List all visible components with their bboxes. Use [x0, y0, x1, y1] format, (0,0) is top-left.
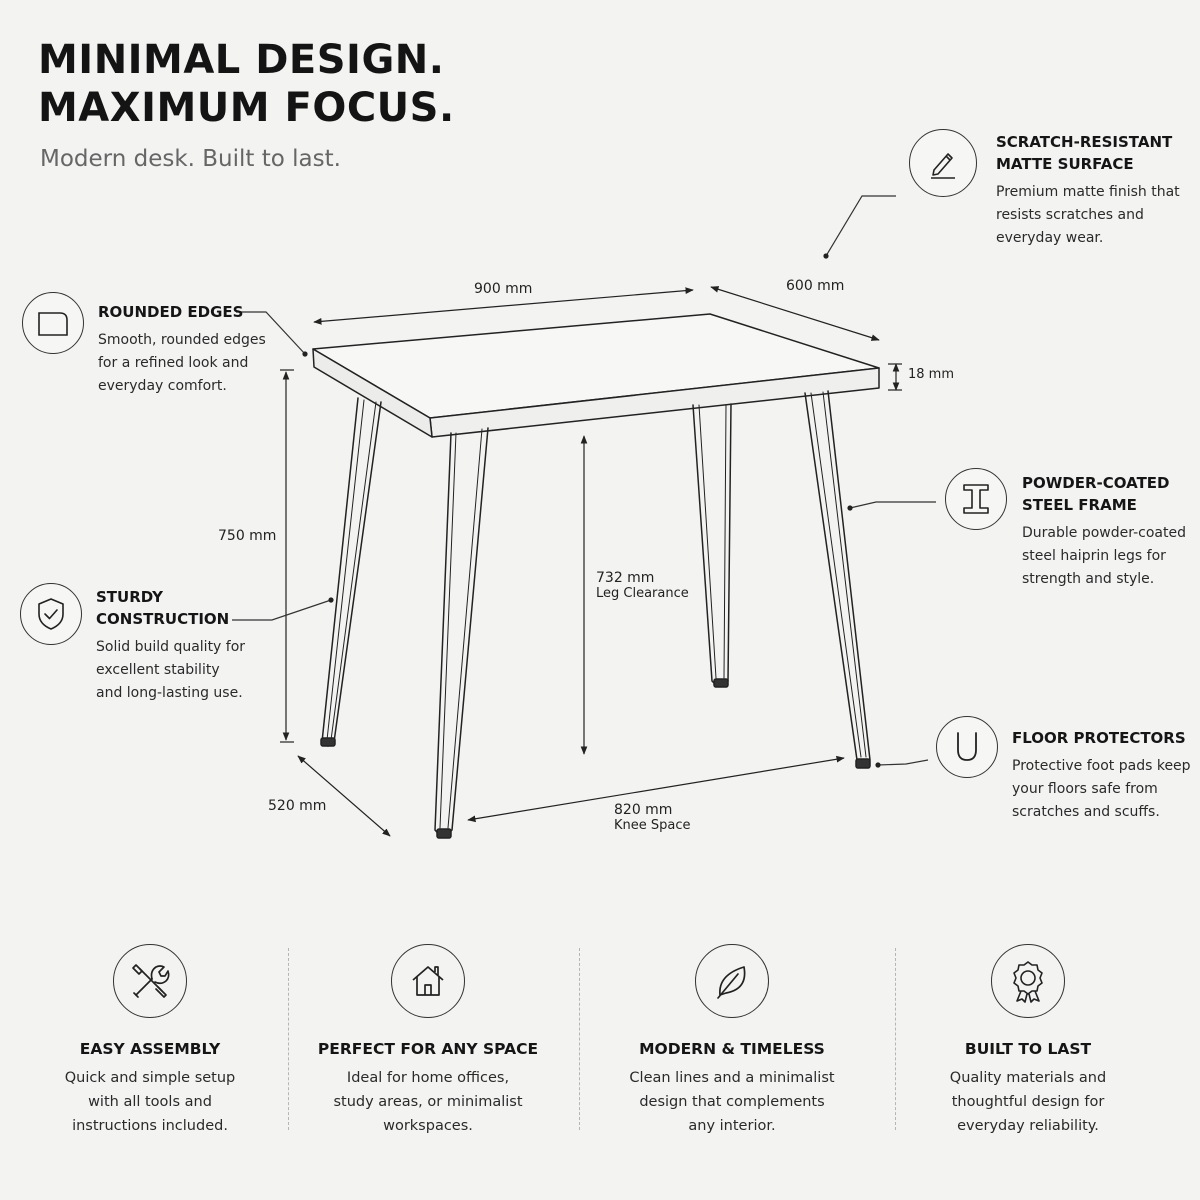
callout-rounded-title	[98, 301, 278, 323]
callout-scratch-desc-1: Premium matte finish that	[996, 184, 1180, 200]
feature-easy-assembly-desc-3: instructions included.	[72, 1118, 228, 1134]
callout-scratch-desc	[996, 181, 1196, 250]
callout-sturdy-title	[96, 586, 286, 630]
dim-knee-space-value: 820 mm	[614, 802, 673, 818]
callout-floor-desc-1: Protective foot pads keep	[1012, 758, 1191, 774]
callout-floor-title-1: FLOOR PROTECTORS	[1012, 729, 1186, 747]
callout-scratch-desc-3: everyday wear.	[996, 230, 1104, 246]
feature-modern-timeless-desc-2: design that complements	[639, 1094, 825, 1110]
callout-steel-title-1: POWDER-COATED	[1022, 474, 1170, 492]
feature-modern-timeless-desc	[587, 1066, 877, 1138]
dim-leg-clearance-value: 732 mm	[596, 570, 655, 586]
dim-width-label: 900 mm	[474, 281, 533, 297]
callout-steel-title	[1022, 472, 1198, 516]
feature-modern-timeless-title: MODERN & TIMELESS	[639, 1040, 825, 1058]
dim-thickness-label: 18 mm	[908, 367, 955, 382]
feature-any-space-desc	[283, 1066, 573, 1138]
callout-floor-desc-2: your floors safe from	[1012, 781, 1158, 797]
dim-depth-label: 600 mm	[786, 278, 845, 294]
callout-sturdy-desc-3: and long-lasting use.	[96, 685, 243, 701]
feature-any-space-desc-3: workspaces.	[383, 1118, 473, 1134]
leaf-icon	[695, 944, 769, 1018]
callout-floor-desc-3: scratches and scuffs.	[1012, 804, 1160, 820]
feature-easy-assembly	[5, 940, 295, 1138]
callout-scratch-title	[996, 131, 1196, 175]
callout-steel-desc-2: steel haiprin legs for	[1022, 548, 1166, 564]
callout-scratch	[996, 131, 1196, 250]
feature-built-to-last	[883, 940, 1173, 1138]
feature-any-space-title: PERFECT FOR ANY SPACE	[317, 1040, 539, 1058]
headline-line-2: MAXIMUM FOCUS.	[38, 85, 455, 131]
feature-built-to-last-desc-3: everyday reliability.	[957, 1118, 1099, 1134]
feature-modern-timeless-desc-3: any interior.	[688, 1118, 776, 1134]
dim-leg-clearance-label: Leg Clearance	[596, 586, 689, 601]
separator-2	[579, 948, 580, 1130]
callout-steel-desc	[1022, 522, 1198, 591]
callout-scratch-desc-2: resists scratches and	[996, 207, 1144, 223]
feature-modern-timeless-desc-1: Clean lines and a minimalist	[629, 1070, 835, 1086]
feature-built-to-last-title: BUILT TO LAST	[964, 1040, 1092, 1058]
feature-modern-timeless	[587, 940, 877, 1138]
i-beam-icon	[945, 468, 1007, 530]
callout-rounded-desc-2: for a refined look and	[98, 355, 249, 371]
feature-any-space-desc-1: Ideal for home offices,	[346, 1070, 510, 1086]
callout-rounded	[98, 301, 278, 398]
callout-floor-title	[1012, 727, 1198, 749]
shield-check-icon	[20, 583, 82, 645]
dim-base-depth-label: 520 mm	[268, 798, 327, 814]
callout-rounded-title-1: ROUNDED EDGES	[98, 303, 244, 321]
dim-height-label: 750 mm	[218, 528, 277, 544]
tools-icon	[113, 944, 187, 1018]
feature-any-space-desc-2: study areas, or minimalist	[333, 1094, 523, 1110]
feature-built-to-last-desc-2: thoughtful design for	[951, 1094, 1105, 1110]
leader-steel	[850, 502, 936, 508]
callout-sturdy-title-2: CONSTRUCTION	[96, 610, 230, 628]
feature-easy-assembly-title: EASY ASSEMBLY	[79, 1040, 221, 1058]
rounded-corner-icon	[22, 292, 84, 354]
leg-back-left	[322, 398, 381, 746]
feature-easy-assembly-desc	[5, 1066, 295, 1138]
dim-knee-space-label: Knee Space	[614, 818, 691, 833]
callout-sturdy-desc-1: Solid build quality for	[96, 639, 246, 655]
award-ribbon-icon	[991, 944, 1065, 1018]
callout-rounded-desc	[98, 329, 278, 398]
foot-pad-icon	[936, 716, 998, 778]
dim-leg-clearance	[596, 570, 689, 601]
callout-steel	[1022, 472, 1198, 591]
subtitle: Modern desk. Built to last.	[40, 146, 341, 172]
callout-rounded-desc-3: everyday comfort.	[98, 378, 227, 394]
dim-knee-space	[614, 802, 691, 833]
house-icon	[391, 944, 465, 1018]
callout-steel-title-2: STEEL FRAME	[1022, 496, 1137, 514]
feature-easy-assembly-desc-1: Quick and simple setup	[64, 1070, 236, 1086]
callout-rounded-desc-1: Smooth, rounded edges	[98, 332, 266, 348]
callout-sturdy	[96, 586, 286, 705]
feature-built-to-last-desc	[883, 1066, 1173, 1138]
leg-front-left	[435, 428, 488, 835]
dim-line-base-depth	[298, 756, 390, 836]
callout-scratch-title-2: MATTE SURFACE	[996, 155, 1134, 173]
feature-built-to-last-desc-1: Quality materials and	[949, 1070, 1107, 1086]
feature-any-space	[283, 940, 573, 1138]
callout-sturdy-title-1: STURDY	[96, 588, 163, 606]
pencil-icon	[909, 129, 977, 197]
callout-steel-desc-1: Durable powder-coated	[1022, 525, 1186, 541]
callout-steel-desc-3: strength and style.	[1022, 571, 1155, 587]
headline-line-1: MINIMAL DESIGN.	[38, 37, 445, 83]
feature-easy-assembly-desc-2: with all tools and	[88, 1094, 212, 1110]
callout-sturdy-desc	[96, 636, 286, 705]
callout-floor-desc	[1012, 755, 1198, 824]
callout-scratch-title-1: SCRATCH-RESISTANT	[996, 133, 1173, 151]
leader-floor	[878, 760, 928, 765]
callout-floor	[1012, 727, 1198, 824]
leader-scratch	[826, 196, 896, 256]
callout-sturdy-desc-2: excellent stability	[96, 662, 220, 678]
